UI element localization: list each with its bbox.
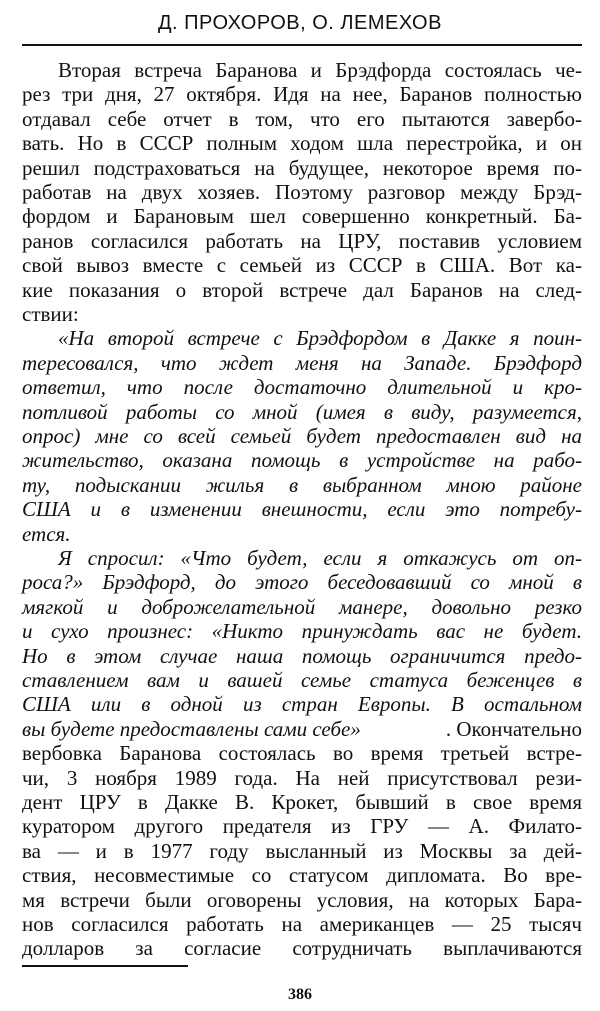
quote-line: Я спросил: «Что будет, если я откажусь от оп- (58, 546, 582, 570)
footnote-rule (22, 965, 188, 967)
quote-line: «На второй встрече с Брэдфордом в Дакке я поин- (58, 326, 582, 351)
text-line: решил подстраховаться на будущее, некоторое время по- (22, 155, 582, 180)
text-continuation: . Окончательно (445, 716, 582, 741)
quote-line: ется. (22, 521, 71, 546)
mixed-line (22, 716, 582, 741)
text-line: дент ЦРУ в Дакке В. Крокет, бывший в свое время (22, 790, 582, 814)
quote-end: вы будете предоставлены сами себе» (22, 716, 361, 741)
text-line: рез три дня, 27 октября. Идя на нее, Баранов полностью (22, 82, 582, 107)
text-line: свой вывоз вместе с семьей из СССР в США. Вот ка- (22, 253, 582, 278)
quote-line: США или в одной из стран Европы. В остальном (22, 692, 582, 717)
text-line: работав на двух хозяев. Поэтому разговор между Брэд- (22, 180, 582, 204)
running-header: Д. ПРОХОРОВ, О. ЛЕМЕХОВ (158, 12, 442, 34)
quote-line: потливой работы со мной (имея в виду, разумеется, (22, 399, 582, 424)
quote-line: ответил, что после достаточно длительной и кро- (22, 375, 582, 400)
page-number: 386 (288, 986, 312, 1003)
text-line: долларов за согласие сотрудничать выплачиваются (22, 936, 582, 961)
text-line: куратором другого предателя из ГРУ — А. Филато- (22, 814, 582, 839)
quote-line: роса?» Брэдфорд, до этого беседовавший со мной в (22, 570, 582, 595)
text-line: вербовка Баранова состоялась во время третьей встре- (22, 741, 582, 766)
text-line: нов согласился работать на американцев — 25 тысяч (22, 912, 582, 936)
text-line: ствии: (22, 302, 79, 326)
quote-line: и сухо произнес: «Никто принуждать вас не будет. (22, 619, 582, 644)
text-line: ствия, несовместимые со статусом дипломата. Во вре- (22, 863, 582, 888)
quote-line: ставлением вам и вашей семье статуса беженцев в (22, 668, 582, 692)
text-line: мя встречи были оговорены условия, на которых Бара- (22, 887, 582, 912)
header-rule (22, 44, 582, 46)
text-line: кие показания о второй встрече дал Баранов на след- (22, 277, 582, 302)
text-line: вать. Но в СССР полным ходом шла перестройка, и он (22, 131, 582, 156)
quote-line: Но в этом случае наша помощь ограничится предо- (22, 643, 582, 668)
text-line: отдавал себе отчет в том, что его пытаются завербо- (22, 106, 582, 131)
text-line: Вторая встреча Баранова и Брэдфорда состоялась че- (58, 58, 582, 82)
text-line: ва — и в 1977 году высланный из Москвы за дей- (22, 838, 582, 863)
quote-line: жительство, оказана помощь в устройстве на рабо- (22, 448, 582, 473)
quote-line: опрос) мне со всей семьей будет предоставлен вид на (22, 424, 582, 448)
quote-line: США и в изменении внешности, если это потребу- (22, 497, 582, 522)
text-line: ранов согласился работать на ЦРУ, поставив условием (22, 228, 582, 253)
text-line: чи, 3 ноября 1989 года. На ней присутствовал рези- (22, 765, 582, 790)
quote-line: тересовался, что ждет меня на Западе. Брэдфорд (22, 350, 582, 375)
text-line: фордом и Барановым шел совершенно конкретный. Ба- (22, 204, 582, 229)
quote-line: ту, подыскании жилья в выбранном мною районе (22, 472, 582, 497)
quote-line: мягкой и доброжелательной манере, довольно резко (22, 594, 582, 619)
